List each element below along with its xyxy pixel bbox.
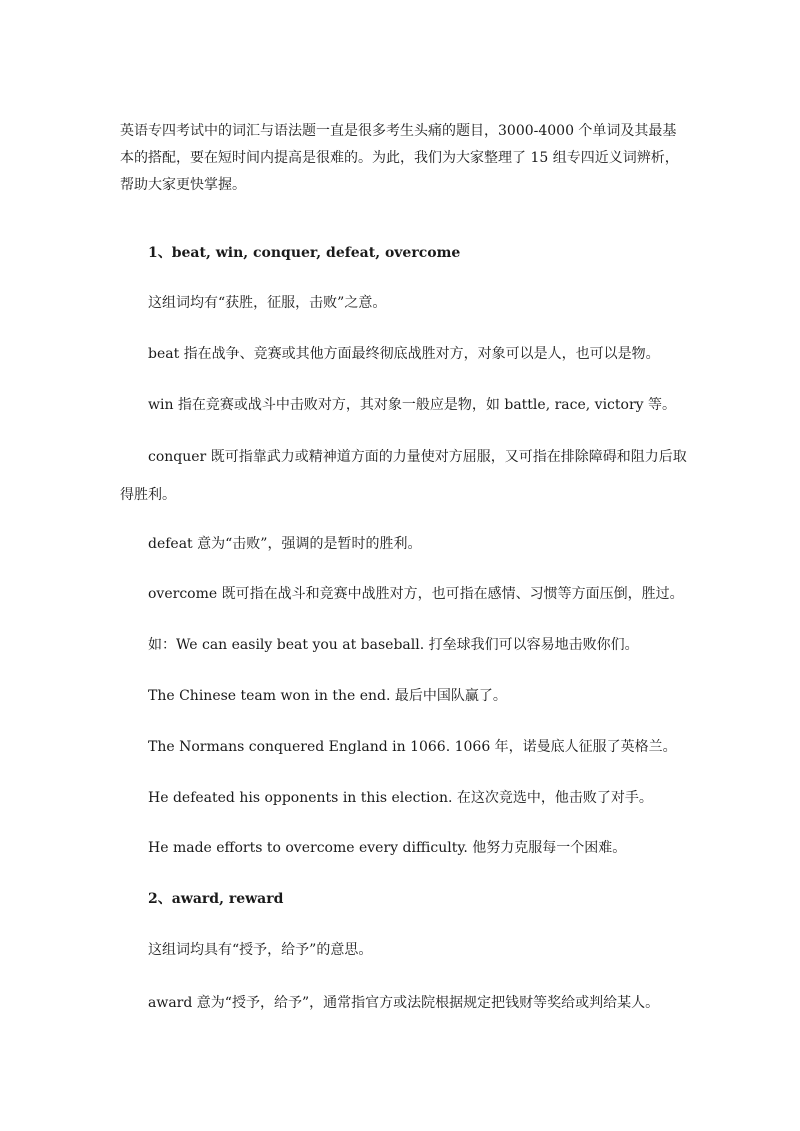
- group1-heading: 1、beat, win, conquer, defeat, overcome: [148, 245, 461, 261]
- overcome-definition: overcome 既可指在战斗和竞赛中战胜对方，也可指在感情、习惯等方面压倒，胜过。: [148, 586, 684, 602]
- example-defeat: He defeated his opponents in this election. 在这次竞选中，他击败了对手。: [148, 790, 653, 806]
- example-overcome: He made efforts to overcome every difficulty. 他努力克服每一个困难。: [148, 840, 627, 856]
- win-definition: win 指在竞赛或战斗中击败对方，其对象一般应是物，如 battle, race, victory 等。: [148, 397, 676, 413]
- group1-common-meaning: 这组词均有“获胜，征服，击败”之意。: [148, 295, 387, 311]
- conquer-definition: conquer 既可指靠武力或精神道方面的力量使对方屈服，又可指在排除障碍和阻力后取得胜利。: [120, 449, 687, 503]
- group2-common-meaning: 这组词均具有“授予，给予”的意思。: [148, 942, 373, 958]
- defeat-definition: defeat 意为“击败”，强调的是暂时的胜利。: [148, 536, 422, 552]
- group2-heading: 2、award, reward: [148, 891, 284, 907]
- example-beat: 如：We can easily beat you at baseball. 打垒球我们可以容易地击败你们。: [148, 637, 639, 653]
- award-definition: award 意为“授予，给予”，通常指官方或法院根据规定把钱财等奖给或判给某人。: [148, 995, 660, 1011]
- example-win: The Chinese team won in the end. 最后中国队赢了。: [148, 688, 507, 704]
- intro-paragraph: 英语专四考试中的词汇与语法题一直是很多考生头痛的题目，3000-4000 个单词及其最基本的搭配，要在短时间内提高是很难的。为此，我们为大家整理了 15 组专四近义词辨析，帮助大家更快掌握。: [120, 123, 679, 193]
- beat-definition: beat 指在战争、竞赛或其他方面最终彻底战胜对方，对象可以是人，也可以是物。: [148, 346, 660, 362]
- example-conquer: The Normans conquered England in 1066. 1066 年，诺曼底人征服了英格兰。: [148, 739, 677, 755]
